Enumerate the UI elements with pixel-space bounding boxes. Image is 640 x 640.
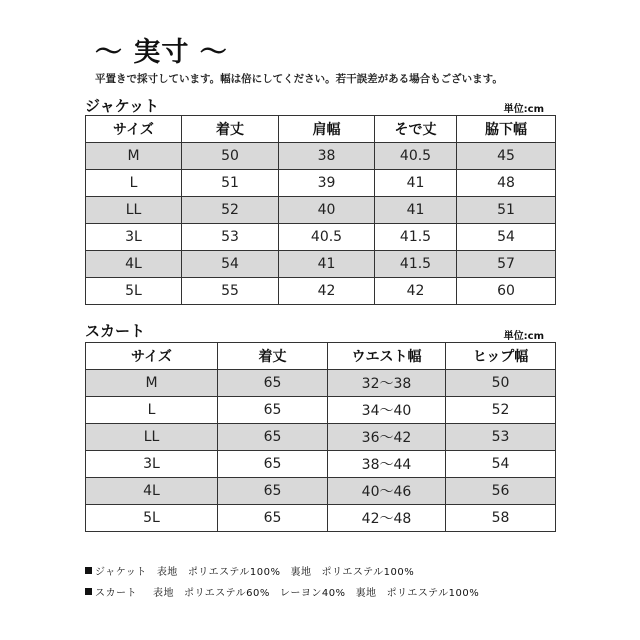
table-cell: 55 [182,278,279,305]
table-cell: 40.5 [375,143,457,170]
jacket-header-row [86,116,556,143]
material-part: ポリエステル100% [321,567,415,578]
table-row [86,370,556,397]
table-row [86,197,556,224]
skirt-header-length: 着丈 [218,343,328,370]
table-cell: LL [86,424,218,451]
material-part: ポリエステル60% [184,588,270,599]
skirt-unit-label: 単位:cm [503,331,544,342]
table-cell: L [86,397,218,424]
table-cell: 42～48 [328,505,446,532]
table-cell: 5L [86,278,182,305]
material-part: ポリエステル100% [386,588,480,599]
table-cell: 36～42 [328,424,446,451]
jacket-header-armpit: 脇下幅 [457,116,556,143]
table-cell: M [86,143,182,170]
jacket-size-table [85,115,556,305]
jacket-material-line [85,563,424,578]
material-part: ポリエステル100% [187,567,281,578]
measurement-note: 平置きで採寸しています。幅は倍にしてください。若干誤差がある場合もございます。 [95,73,503,85]
table-cell: 65 [218,370,328,397]
table-row [86,278,556,305]
table-cell: 34～40 [328,397,446,424]
table-cell: 48 [457,170,556,197]
table-cell: 54 [182,251,279,278]
bullet-square-icon [85,567,92,574]
table-cell: 41.5 [375,251,457,278]
table-cell: 42 [375,278,457,305]
table-cell: 57 [457,251,556,278]
table-cell: 3L [86,224,182,251]
jacket-section-title: ジャケット [85,97,159,115]
table-cell: 52 [446,397,556,424]
table-cell: 41 [279,251,375,278]
jacket-header-sleeve: そで丈 [375,116,457,143]
table-cell: 42 [279,278,375,305]
material-part: レーヨン40% [279,588,346,599]
table-cell: LL [86,197,182,224]
table-row [86,224,556,251]
material-part: 裏地 [355,588,377,599]
table-cell: 65 [218,451,328,478]
table-cell: 53 [182,224,279,251]
skirt-header-waist: ウエスト幅 [328,343,446,370]
table-cell: 40 [279,197,375,224]
table-cell: 65 [218,424,328,451]
table-cell: 50 [446,370,556,397]
table-cell: L [86,170,182,197]
table-cell: 51 [457,197,556,224]
page-title: ～ 実寸 ～ [95,37,228,68]
table-cell: 3L [86,451,218,478]
table-cell: 58 [446,505,556,532]
skirt-material-line [85,584,489,599]
table-cell: M [86,370,218,397]
table-cell: 38～44 [328,451,446,478]
table-cell: 40.5 [279,224,375,251]
skirt-header-hip: ヒップ幅 [446,343,556,370]
material-part: 裏地 [290,567,312,578]
table-cell: 4L [86,251,182,278]
material-item: スカート [95,588,137,599]
jacket-header-shoulder: 肩幅 [279,116,375,143]
table-cell: 54 [446,451,556,478]
table-cell: 41 [375,197,457,224]
table-cell: 51 [182,170,279,197]
table-cell: 38 [279,143,375,170]
skirt-header-row [86,343,556,370]
skirt-size-table [85,342,556,532]
table-cell: 60 [457,278,556,305]
table-row [86,143,556,170]
material-part: 表地 [156,567,178,578]
jacket-unit-label: 単位:cm [503,104,544,115]
table-cell: 56 [446,478,556,505]
table-row [86,251,556,278]
table-row [86,397,556,424]
table-row [86,505,556,532]
skirt-section-title: スカート [85,322,146,340]
table-cell: 39 [279,170,375,197]
table-cell: 65 [218,505,328,532]
table-row [86,424,556,451]
table-cell: 5L [86,505,218,532]
material-part: 表地 [153,588,174,599]
bullet-square-icon [85,588,92,595]
table-cell: 45 [457,143,556,170]
skirt-header-size: サイズ [86,343,218,370]
table-cell: 50 [182,143,279,170]
table-cell: 4L [86,478,218,505]
table-cell: 53 [446,424,556,451]
jacket-header-size: サイズ [86,116,182,143]
table-cell: 41 [375,170,457,197]
table-row [86,451,556,478]
jacket-header-length: 着丈 [182,116,279,143]
table-row [86,170,556,197]
table-cell: 32～38 [328,370,446,397]
table-row [86,478,556,505]
table-cell: 52 [182,197,279,224]
table-cell: 65 [218,478,328,505]
table-cell: 54 [457,224,556,251]
table-cell: 65 [218,397,328,424]
table-cell: 41.5 [375,224,457,251]
material-item: ジャケット [95,567,147,578]
table-cell: 40～46 [328,478,446,505]
